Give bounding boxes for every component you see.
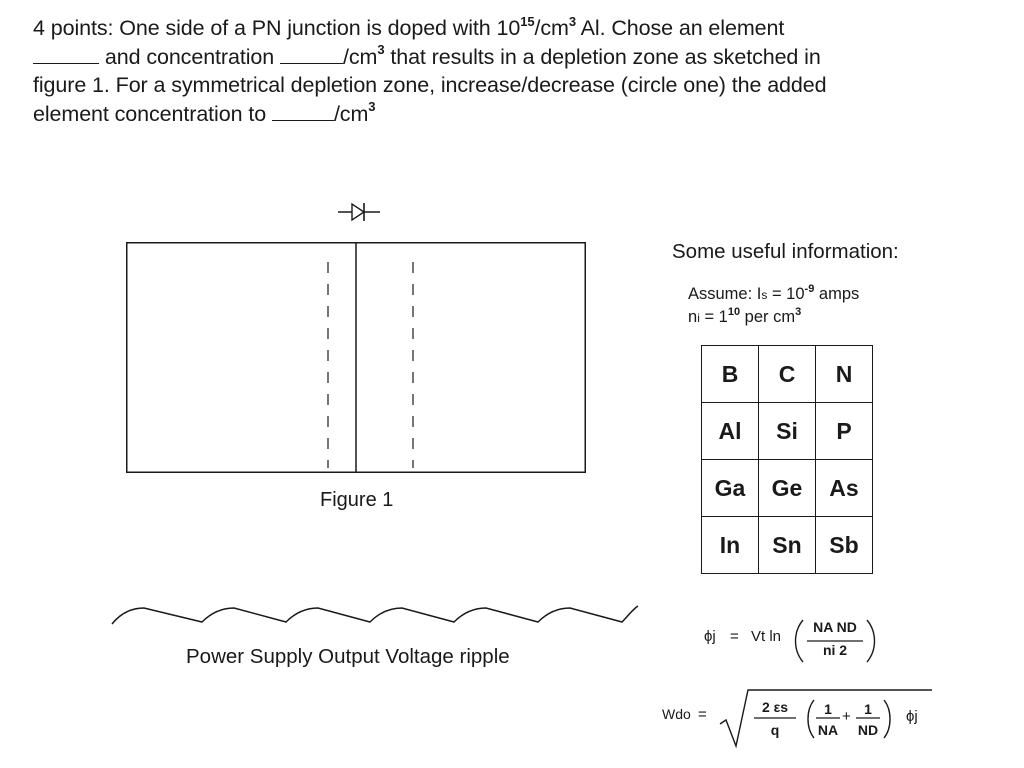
element-cell: Sn	[759, 517, 816, 574]
ripple-waveform	[110, 596, 640, 630]
element-cell: In	[702, 517, 759, 574]
table-row	[702, 460, 873, 517]
question-line-2: and concentration $/cm^3$ that results in a depletion zone as sketched in	[33, 43, 993, 72]
figure-1-caption: Figure 1	[320, 489, 394, 511]
question-line-1: 4 points: One side of a PN junction is doped with $10^{15}/cm^3$ Al. Chose an element	[33, 13, 785, 40]
question-text	[33, 14, 993, 128]
element-cell: P	[816, 403, 873, 460]
table-row	[702, 517, 873, 574]
periodic-table-excerpt	[701, 345, 873, 574]
concentration-blank[interactable]	[280, 45, 343, 64]
assumptions	[688, 283, 859, 329]
question-line-3: figure 1. For a symmetrical depletion zone, increase/decrease (circle one) the added	[33, 73, 827, 97]
table-row	[702, 346, 873, 403]
symmetric-concentration-blank[interactable]	[272, 102, 334, 121]
is-assumption: Assume: $Is = 10^{-9}$ amps	[688, 282, 860, 303]
element-cell: N	[816, 346, 873, 403]
element-cell: Ga	[702, 460, 759, 517]
diode-symbol-icon	[336, 200, 382, 224]
info-title: Some useful information:	[672, 240, 899, 263]
pn-junction-figure	[126, 242, 586, 474]
element-cell: Sb	[816, 517, 873, 574]
element-cell: As	[816, 460, 873, 517]
table-row	[702, 403, 873, 460]
question-line-4: element concentration to $/cm^3$	[33, 99, 376, 126]
element-cell: B	[702, 346, 759, 403]
ni-assumption: ni = $1^{10}$ per $cm^3$	[688, 305, 802, 326]
element-cell: Ge	[759, 460, 816, 517]
ripple-caption: Power Supply Output Voltage ripple	[186, 645, 510, 668]
element-cell: Si	[759, 403, 816, 460]
element-cell: C	[759, 346, 816, 403]
element-cell: Al	[702, 403, 759, 460]
element-blank[interactable]	[33, 45, 99, 64]
